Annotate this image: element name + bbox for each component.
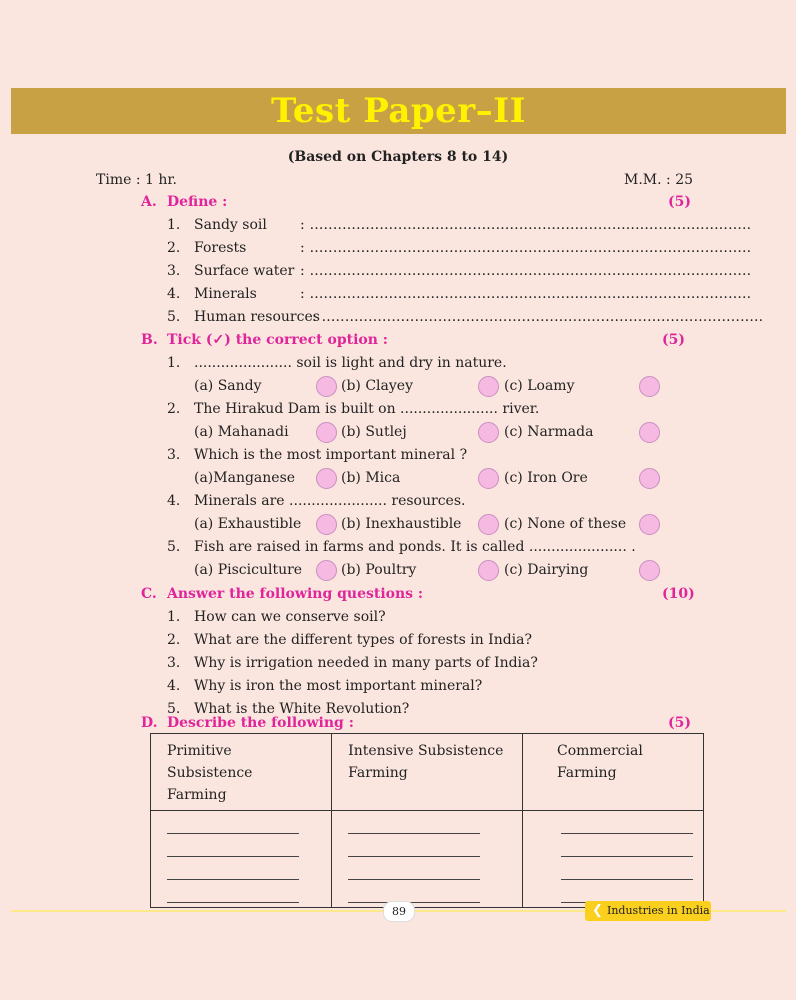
column-header bbox=[332, 734, 523, 811]
answer-line: : ............................................................................................... bbox=[300, 240, 752, 256]
question-text: Which is the most important mineral ? bbox=[194, 447, 468, 463]
answer-line[interactable] bbox=[348, 811, 480, 834]
option-a: (a) Pisciculture bbox=[194, 562, 303, 578]
section-a-heading: Define : bbox=[167, 194, 228, 210]
item-number: 4. bbox=[167, 286, 181, 302]
max-marks-label: M.M. : 25 bbox=[624, 172, 694, 188]
item-number: 3. bbox=[167, 263, 181, 279]
question-number: 4. bbox=[167, 493, 181, 509]
section-b-heading: Tick (✓) the correct option : bbox=[167, 332, 388, 348]
table-row bbox=[151, 811, 704, 908]
answer-line[interactable] bbox=[167, 880, 299, 903]
answer-line[interactable] bbox=[167, 857, 299, 880]
define-term: Surface water bbox=[194, 263, 295, 279]
section-a-marks: (5) bbox=[668, 194, 691, 210]
question-text: ...................... soil is light and dry in nature. bbox=[194, 355, 507, 371]
answer-cell[interactable] bbox=[523, 811, 704, 908]
answer-line[interactable] bbox=[348, 857, 480, 880]
question-number: 3. bbox=[167, 655, 181, 671]
option-c: (c) Narmada bbox=[504, 424, 594, 440]
question-text: Minerals are ...................... resources. bbox=[194, 493, 466, 509]
question-text: What are the different types of forests in India? bbox=[194, 632, 533, 648]
tick-circle-c[interactable] bbox=[639, 560, 660, 581]
section-c-marks: (10) bbox=[662, 586, 695, 602]
option-b: (b) Inexhaustible bbox=[341, 516, 462, 532]
tick-circle-b[interactable] bbox=[478, 376, 499, 397]
option-c: (c) Iron Ore bbox=[504, 470, 588, 486]
chevron-left-icon: ❮ bbox=[592, 903, 603, 918]
option-b: (b) Clayey bbox=[341, 378, 413, 394]
answer-line[interactable] bbox=[561, 880, 693, 903]
page-title: Test Paper–II bbox=[270, 91, 527, 131]
tick-circle-a[interactable] bbox=[316, 422, 337, 443]
option-c: (c) Dairying bbox=[504, 562, 589, 578]
tick-circle-b[interactable] bbox=[478, 514, 499, 535]
answer-line[interactable] bbox=[348, 880, 480, 903]
question-number: 3. bbox=[167, 447, 181, 463]
answer-line: : ............................................................................................... bbox=[312, 309, 764, 325]
column-header bbox=[151, 734, 332, 811]
column-header-line2: Farming bbox=[348, 765, 408, 781]
answer-line[interactable] bbox=[348, 834, 480, 857]
option-b: (b) Mica bbox=[341, 470, 401, 486]
question-text: Why is iron the most important mineral? bbox=[194, 678, 483, 694]
section-d-marks: (5) bbox=[668, 715, 691, 731]
table-header-row bbox=[151, 734, 704, 811]
option-c: (c) None of these bbox=[504, 516, 627, 532]
chapter-label: Industries in India bbox=[607, 904, 710, 917]
answer-line[interactable] bbox=[167, 811, 299, 834]
column-header-line2: Farming bbox=[167, 787, 227, 803]
answer-line[interactable] bbox=[561, 834, 693, 857]
question-number: 4. bbox=[167, 678, 181, 694]
option-c: (c) Loamy bbox=[504, 378, 575, 394]
section-c-letter: C. bbox=[141, 586, 157, 602]
item-number: 5. bbox=[167, 309, 181, 325]
tick-circle-a[interactable] bbox=[316, 514, 337, 535]
question-text: What is the White Revolution? bbox=[194, 701, 410, 717]
section-d-heading: Describe the following : bbox=[167, 715, 354, 731]
question-number: 1. bbox=[167, 609, 181, 625]
title-banner bbox=[11, 88, 786, 134]
section-c-heading: Answer the following questions : bbox=[167, 586, 424, 602]
time-label: Time : 1 hr. bbox=[96, 172, 177, 188]
item-number: 2. bbox=[167, 240, 181, 256]
question-number: 2. bbox=[167, 401, 181, 417]
subtitle: (Based on Chapters 8 to 14) bbox=[287, 149, 509, 165]
question-text: Why is irrigation needed in many parts of India? bbox=[194, 655, 538, 671]
tick-circle-c[interactable] bbox=[639, 514, 660, 535]
tick-circle-a[interactable] bbox=[316, 560, 337, 581]
option-a: (a) Sandy bbox=[194, 378, 262, 394]
question-number: 2. bbox=[167, 632, 181, 648]
answer-line: : ............................................................................................... bbox=[300, 217, 752, 233]
answer-line[interactable] bbox=[167, 834, 299, 857]
column-header-line1: Intensive Subsistence bbox=[348, 743, 504, 759]
define-term: Minerals bbox=[194, 286, 257, 302]
answer-line: : ............................................................................................... bbox=[300, 263, 752, 279]
section-d-letter: D. bbox=[141, 715, 158, 731]
tick-circle-c[interactable] bbox=[639, 422, 660, 443]
tick-circle-c[interactable] bbox=[639, 376, 660, 397]
tick-circle-a[interactable] bbox=[316, 468, 337, 489]
page-number: 89 bbox=[383, 901, 415, 922]
define-term: Sandy soil bbox=[194, 217, 267, 233]
column-header bbox=[523, 734, 704, 811]
section-b-letter: B. bbox=[141, 332, 158, 348]
answer-line[interactable] bbox=[561, 811, 693, 834]
option-b: (b) Poultry bbox=[341, 562, 417, 578]
tick-circle-a[interactable] bbox=[316, 376, 337, 397]
question-number: 5. bbox=[167, 701, 181, 717]
define-term: Human resources bbox=[194, 309, 320, 325]
question-text: The Hirakud Dam is built on ...................... river. bbox=[194, 401, 540, 417]
tick-circle-b[interactable] bbox=[478, 468, 499, 489]
option-a: (a)Manganese bbox=[194, 470, 296, 486]
section-b-marks: (5) bbox=[662, 332, 685, 348]
option-b: (b) Sutlej bbox=[341, 424, 407, 440]
item-number: 1. bbox=[167, 217, 181, 233]
option-a: (a) Mahanadi bbox=[194, 424, 289, 440]
question-number: 1. bbox=[167, 355, 181, 371]
column-header-line1: Commercial Farming bbox=[557, 743, 643, 781]
tick-circle-b[interactable] bbox=[478, 560, 499, 581]
tick-circle-b[interactable] bbox=[478, 422, 499, 443]
define-term: Forests bbox=[194, 240, 247, 256]
question-text: Fish are raised in farms and ponds. It is called ...................... . bbox=[194, 539, 636, 555]
tick-circle-c[interactable] bbox=[639, 468, 660, 489]
column-header-line1: Primitive Subsistence bbox=[167, 743, 253, 781]
describe-table bbox=[150, 733, 704, 908]
option-a: (a) Exhaustible bbox=[194, 516, 302, 532]
answer-cell[interactable] bbox=[151, 811, 332, 908]
section-a-letter: A. bbox=[141, 194, 157, 210]
answer-line: : ............................................................................................... bbox=[300, 286, 752, 302]
answer-cell[interactable] bbox=[332, 811, 523, 908]
chapter-tab[interactable] bbox=[585, 901, 711, 921]
question-number: 5. bbox=[167, 539, 181, 555]
question-text: How can we conserve soil? bbox=[194, 609, 386, 625]
answer-line[interactable] bbox=[561, 857, 693, 880]
